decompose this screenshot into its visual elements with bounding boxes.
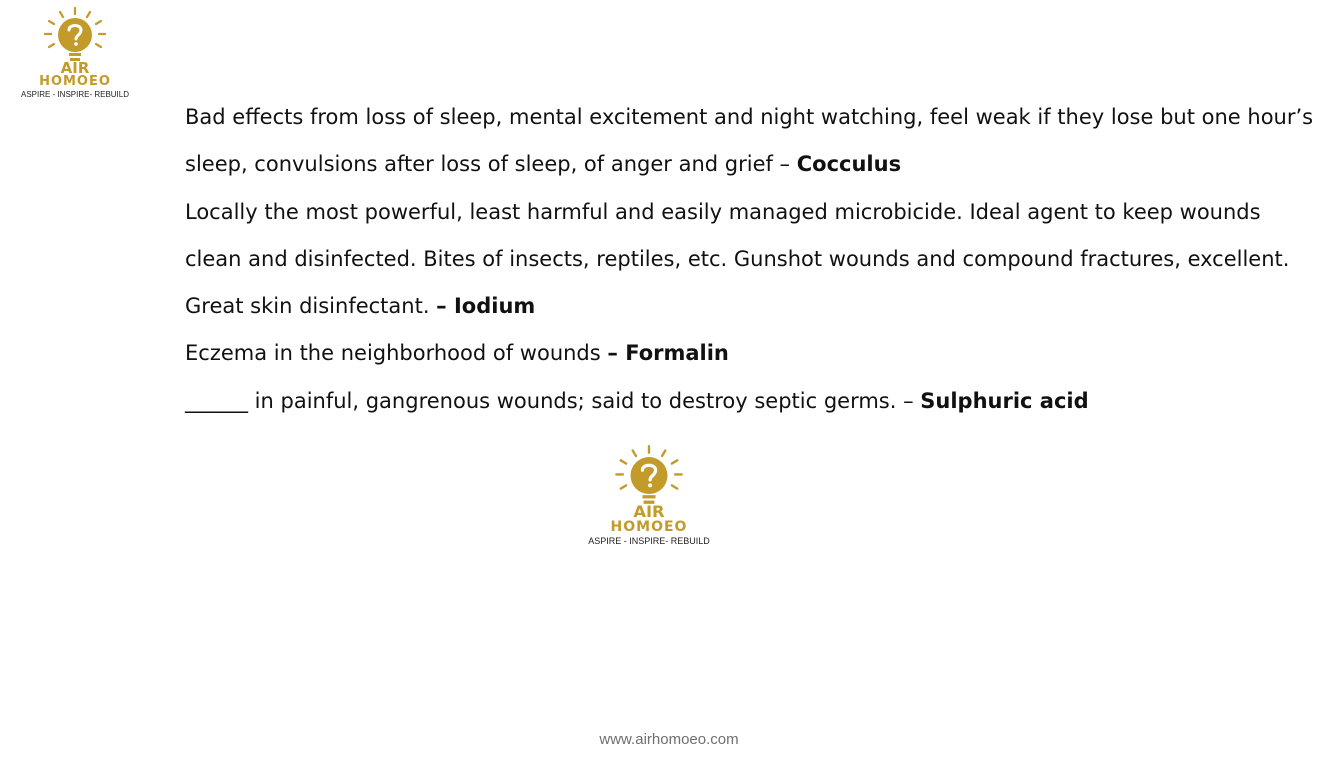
brand-logo-center (588, 444, 710, 546)
paragraph-answer: Cocculus (796, 152, 902, 177)
paragraph-text: Locally the most powerful, least harmful and easily managed microbicide. Ideal agent to keep wounds clean and disinfected. Bites of insects, reptiles, etc. Gunshot wounds and compound fractures, excellent. Great skin disinfectant. (185, 199, 1290, 319)
footer-url: www.airhomoeo.com (599, 731, 739, 748)
logo-word: HOMOEO (39, 74, 111, 89)
paragraph-1 (185, 94, 1315, 189)
logo-tagline: ASPIRE - INSPIRE- REBUILD (588, 536, 710, 546)
paragraph-3 (185, 330, 1315, 377)
paragraph-text: ______ in painful, gangrenous wounds; said to destroy septic germs. – (185, 388, 921, 413)
paragraph-answer: – Iodium (436, 294, 536, 319)
bulb-icon (40, 6, 110, 74)
logo-air-text: AIR (633, 501, 665, 518)
bulb-icon (610, 444, 688, 518)
brand-logo-top (20, 6, 130, 99)
paragraph-4 (185, 378, 1315, 425)
paragraph-answer: Sulphuric acid (920, 388, 1089, 413)
paragraph-2 (185, 189, 1315, 331)
paragraph-answer: – Formalin (607, 341, 729, 366)
question-content (185, 94, 1315, 425)
logo-air-text: AIR (60, 59, 90, 74)
paragraph-text: Eczema in the neighborhood of wounds (185, 341, 608, 366)
paragraph-text: Bad effects from loss of sleep, mental excitement and night watching, feel weak if they lose but one hour’s sleep, convulsions after loss of sleep, of anger and grief – (185, 105, 1314, 177)
logo-word: HOMOEO (610, 519, 688, 535)
logo-tagline: ASPIRE - INSPIRE- REBUILD (20, 90, 130, 99)
